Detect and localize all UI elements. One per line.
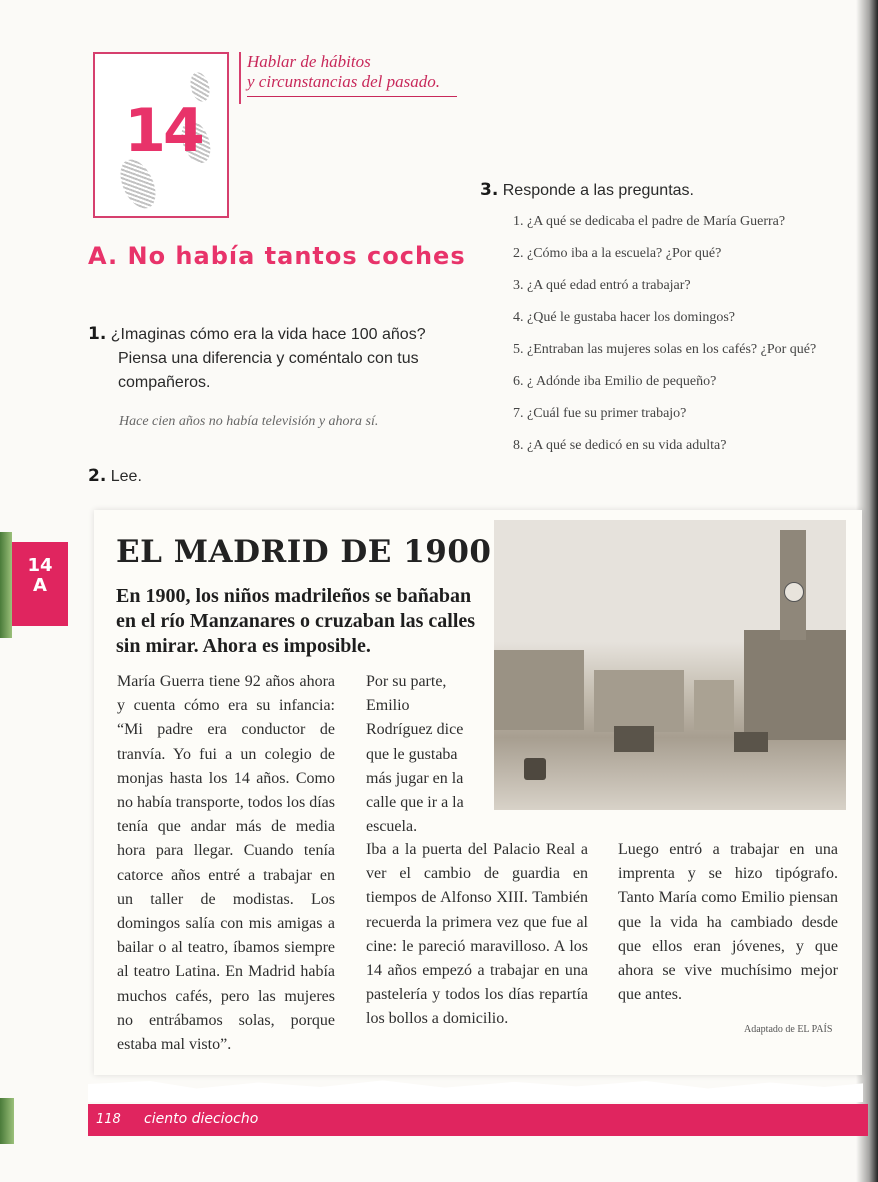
unit-number: 14 (124, 96, 202, 166)
clock-icon (784, 582, 804, 602)
question-item: 6. ¿ Adónde iba Emilio de pequeño? (513, 374, 717, 389)
objective-line-2: y circunstancias del pasado. (247, 72, 440, 91)
objective-line-1: Hablar de hábitos (247, 52, 371, 71)
question-item: 8. ¿A qué se dedicó en su vida adulta? (513, 438, 727, 453)
question-item: 7. ¿Cuál fue su primer trabajo? (513, 406, 687, 421)
exercise-1-example: Hace cien años no había televisión y ahora sí. (119, 414, 379, 429)
exercise-3-text: Responde a las preguntas. (502, 182, 694, 199)
exercise-2-text: Lee. (110, 468, 142, 485)
side-tab-section: A (33, 575, 47, 596)
article-lead: En 1900, los niños madrileños se bañaban en el río Manzanares o cruzaban las calles sin mirar. Ahora es imposible. (116, 585, 476, 657)
exercise-2-number: 2. (88, 466, 107, 486)
unit-badge (93, 52, 229, 218)
section-title: A. No había tantos coches (88, 242, 466, 270)
question-item: 5. ¿Entraban las mujeres solas en los cafés? ¿Por qué? (513, 342, 817, 357)
exercise-1-text: ¿Imaginas cómo era la vida hace 100 años? Piensa una diferencia y coméntalo con tus compañeros. (110, 326, 426, 391)
exercise-2 (88, 464, 142, 489)
article-column-2-top: Por su parte, Emilio Rodríguez dice que le gustaba más jugar en la calle que ir a la escuela. (366, 673, 464, 836)
article-column-3: Luego entró a trabajar en una imprenta y se hizo tipógrafo. Tanto María como Emilio piensan que la vida ha cambiado desde que ellos eran jóvenes, y que ahora se vive muchísimo mejor que antes. (618, 841, 838, 1004)
side-tab-accent (0, 532, 12, 638)
exercise-1 (88, 322, 428, 395)
question-item: 1. ¿A qué se dedicaba el padre de María Guerra? (513, 214, 786, 229)
article-column-1: María Guerra tiene 92 años ahora y cuenta cómo era su infancia: “Mi padre era conductor de tranvía. Yo fui a un colegio de monjas hasta los 14 años. Como no había transporte, todos los días tenía que andar más de media hora para llegar. Cuando tenía catorce años entré a trabajar en un taller de modistas. Los domingos salía con mis amigas a bailar o al teatro, íbamos siempre al teatro Latina. En Madrid había muchos cafés, pero las mujeres no entrábamos solas, porque estaba mal visto”. (117, 673, 335, 1054)
footer-accent (0, 1098, 14, 1144)
objective-divider (239, 52, 241, 104)
article-column-2-bottom: Iba a la puerta del Palacio Real a ver el cambio de guardia en tiempos de Alfonso XIII. También recuerda la primera vez que fue al cine: le pareció maravilloso. A los 14 años empezó a trabajar en una pastelería y todos los días repartía los bollos a domicilio. (366, 841, 588, 1028)
question-item: 4. ¿Qué le gustaba hacer los domingos? (513, 310, 735, 325)
torn-paper-edge (88, 1072, 863, 1102)
side-tab-unit: 14 (27, 555, 53, 576)
side-tab-label (12, 556, 68, 596)
exercise-3 (480, 178, 694, 203)
page-number-words: ciento dieciocho (144, 1111, 259, 1127)
question-item: 3. ¿A qué edad entró a trabajar? (513, 278, 691, 293)
exercise-3-number: 3. (480, 180, 499, 200)
objective-underline (247, 96, 457, 97)
historic-madrid-photo (494, 520, 846, 810)
question-item: 2. ¿Cómo iba a la escuela? ¿Por qué? (513, 246, 722, 261)
article-source: Adaptado de EL PAÍS (744, 1024, 833, 1035)
exercise-1-number: 1. (88, 324, 107, 344)
article-title: EL MADRID DE 1900 (116, 534, 492, 570)
page-number: 118 (96, 1112, 121, 1127)
unit-objective (247, 52, 440, 92)
question-list (513, 212, 843, 468)
